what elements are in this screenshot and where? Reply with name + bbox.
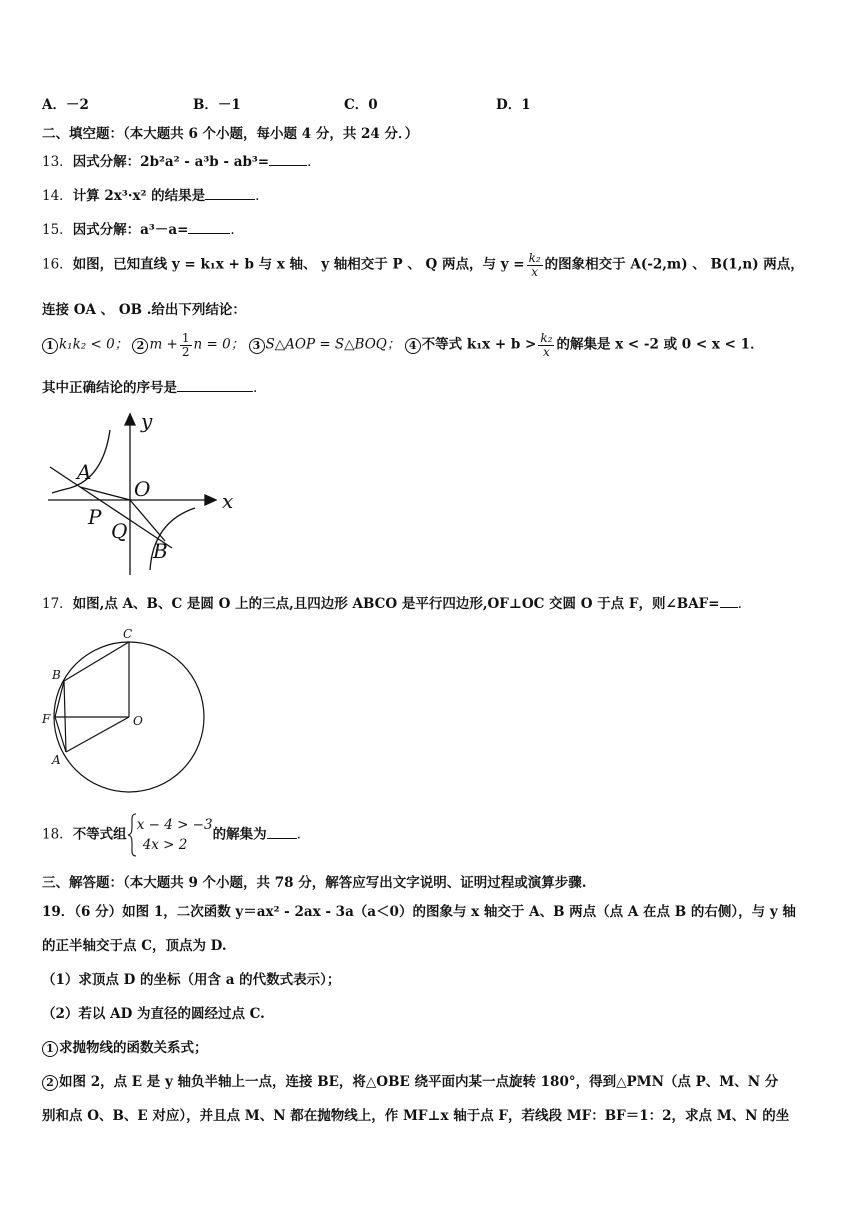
q13-text: 因式分解：2b²a² - a³b - ab³=: [72, 154, 270, 170]
circled-1: 1: [42, 338, 58, 354]
q19-line-5: [42, 1036, 208, 1057]
option-d: D．1: [496, 97, 531, 113]
label-b: B: [153, 539, 168, 563]
q16-c2a: m +: [149, 336, 178, 353]
label-c: C: [123, 627, 133, 641]
inequality-system: [127, 813, 213, 857]
q19-line-6: [42, 1070, 778, 1091]
q16-c4-num: k₂: [540, 331, 553, 345]
q19-line-6-text: 如图 2，点 E 是 y 轴负半轴上一点，连接 BE，将△OBE 绕平面内某一点旋转 180°，得到△PMN（点 P、M、N 分: [59, 1074, 779, 1090]
circled-4: 4: [405, 338, 421, 354]
q16-part1: 如图，已知直线 y = k₁x + b 与 x 轴、 y 轴相交于 P 、 Q 两点，与 y =: [72, 256, 525, 273]
q16-c2b: n = 0；: [193, 336, 245, 353]
q15-number: 15．: [42, 222, 73, 238]
q14-text: 计算 2x³·x² 的结果是: [72, 188, 206, 204]
q16-frac-den: x: [531, 264, 539, 279]
q16-c2-den: 2: [181, 344, 190, 359]
system-row-1: x − 4 > −3: [136, 817, 213, 833]
question-16-line-2: 连接 OA 、 OB .给出下列结论：: [42, 302, 246, 318]
system-row-2: 4x > 2: [142, 837, 188, 853]
option-c: C．0: [344, 97, 378, 113]
q14-number: 14．: [42, 188, 73, 204]
q13-number: 13．: [42, 154, 73, 170]
option-b: B．－1: [193, 97, 241, 113]
label-q: Q: [111, 519, 128, 543]
q18-post: 的解集为: [212, 826, 267, 843]
q16-c4-den: x: [543, 344, 550, 359]
q19-line-4: （2）若以 AD 为直径的圆经过点 C.: [42, 1006, 265, 1022]
label-x: x: [222, 489, 234, 513]
label-f: F: [42, 712, 51, 726]
q16-line4: 其中正确结论的序号是: [42, 380, 177, 396]
q16-c1: k₁k₂ < 0；: [59, 336, 129, 353]
q17-number: 17．: [42, 596, 73, 612]
brace-icon: [127, 813, 137, 857]
q15-end: .: [230, 222, 235, 238]
q16-c4b: 的解集是 x < -2 或 0 < x < 1．: [556, 336, 764, 353]
segment-ao: [66, 717, 129, 752]
label-b: B: [52, 668, 61, 682]
label-a: A: [52, 753, 61, 767]
q19-line-1: 19．（6 分）如图 1，二次函数 y＝ax² - 2ax - 3a（a＜0）的图象与 x 轴交于 A、B 两点（点 A 在点 B 的右侧），与 y 轴: [42, 904, 796, 920]
q17-end: .: [737, 596, 742, 612]
question-18: [42, 813, 301, 857]
q18-number: 18．: [42, 826, 73, 843]
circled-3: 3: [249, 338, 265, 354]
label-p: P: [88, 505, 102, 529]
label-y: y: [141, 409, 153, 433]
label-o: O: [134, 477, 151, 501]
section-3-title: 三、解答题：（本大题共 9 个小题，共 78 分，解答应写出文字说明、证明过程或演算步骤.: [42, 875, 587, 891]
q16-part2: 的图象相交于 A(-2,m) 、 B(1,n) 两点，: [544, 256, 804, 273]
label-o: O: [133, 714, 143, 728]
q14-end: .: [255, 188, 260, 204]
circled-2: 2: [42, 1075, 58, 1091]
q19-line-5-text: 求抛物线的函数关系式；: [59, 1040, 208, 1056]
q19-line-7: 别和点 O、B、E 对应），并且点 M、N 都在抛物线上，作 MF⊥x 轴于点 F，若线段 MF：BF＝1：2，求点 M、N 的坐: [42, 1108, 790, 1124]
q16-c3: S△AOP = S△BOQ；: [265, 336, 401, 353]
q18-end: .: [296, 826, 301, 843]
q15-text: 因式分解：a³－a=: [72, 222, 189, 238]
q19-line-2: 的正半轴交于点 C，顶点为 D.: [42, 938, 227, 954]
circled-1: 1: [42, 1041, 58, 1057]
q16-frac-num: k₂: [528, 251, 541, 265]
q17-text: 如图,点 A、B、C 是圆 O 上的三点,且四边形 ABCO 是平行四边形,OF⊥OC 交圆 O 于点 F，则∠BAF=: [72, 596, 720, 612]
q16-c4a: 不等式 k₁x + b >: [421, 336, 537, 353]
q16-end: .: [253, 380, 258, 396]
segment-bc: [64, 642, 129, 681]
q19-line-3: （1）求顶点 D 的坐标（用含 a 的代数式表示）；: [42, 972, 341, 988]
label-a: A: [77, 460, 92, 484]
q16-c2-num: 1: [181, 331, 190, 345]
q18-blank: [267, 838, 297, 839]
option-a: A．－2: [42, 97, 89, 113]
circled-2: 2: [132, 338, 148, 354]
q18-pre: 不等式组: [72, 826, 127, 843]
q16-number: 16．: [42, 256, 73, 273]
system-rows: [137, 815, 213, 855]
section-2-title: 二、填空题：（本大题共 6 个小题，每小题 4 分，共 24 分．）: [42, 126, 419, 142]
q13-end: .: [307, 154, 312, 170]
